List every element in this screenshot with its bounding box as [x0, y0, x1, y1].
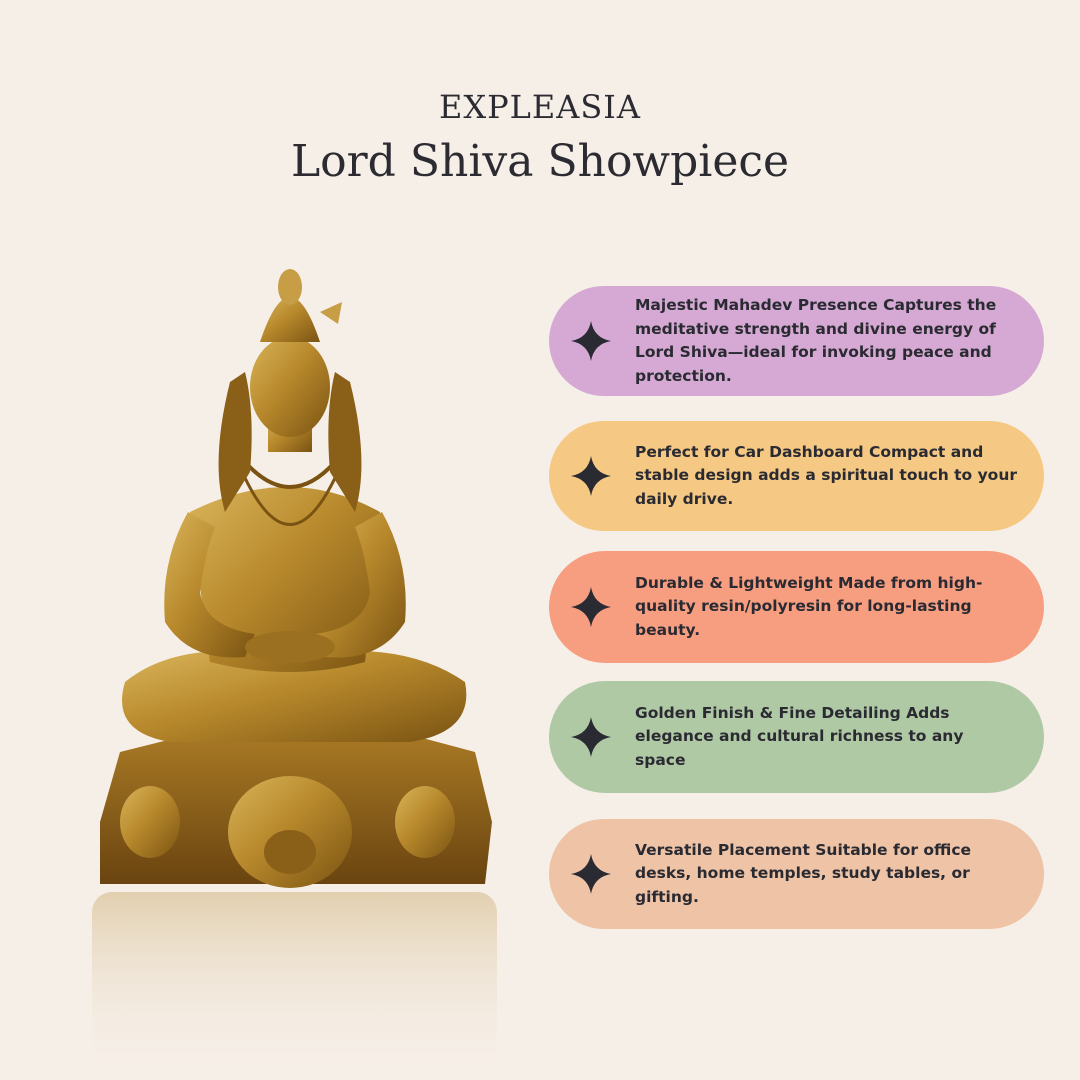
feature-text: Perfect for Car Dashboard Compact and stable design adds a spiritual touch to your daily drive. — [635, 442, 1018, 508]
feature-text: Majestic Mahadev Presence Captures the meditative strength and divine energy of Lord Shiva—ideal for invoking peace and protection. — [635, 296, 997, 385]
product-title: Lord Shiva Showpiece — [290, 136, 790, 187]
feature-text: Durable & Lightweight Made from high-quality resin/polyresin for long-lasting beauty. — [635, 573, 983, 639]
brand-name: EXPLEASIA — [438, 88, 642, 126]
four-point-star-icon — [571, 717, 611, 757]
four-point-star-icon — [571, 587, 611, 627]
feature-card-majestic-presence — [549, 286, 1044, 396]
feature-card-versatile-placement — [549, 819, 1044, 929]
shiva-statue-image — [80, 262, 510, 1080]
feature-card-car-dashboard — [549, 421, 1044, 531]
four-point-star-icon — [571, 456, 611, 496]
feature-card-golden-finish — [549, 681, 1044, 793]
four-point-star-icon — [571, 321, 611, 361]
feature-text: Versatile Placement Suitable for office desks, home temples, study tables, or gifting. — [635, 840, 972, 906]
feature-card-durable-lightweight — [549, 551, 1044, 663]
four-point-star-icon — [571, 854, 611, 894]
feature-text: Golden Finish & Fine Detailing Adds elegance and cultural richness to any space — [635, 703, 964, 769]
